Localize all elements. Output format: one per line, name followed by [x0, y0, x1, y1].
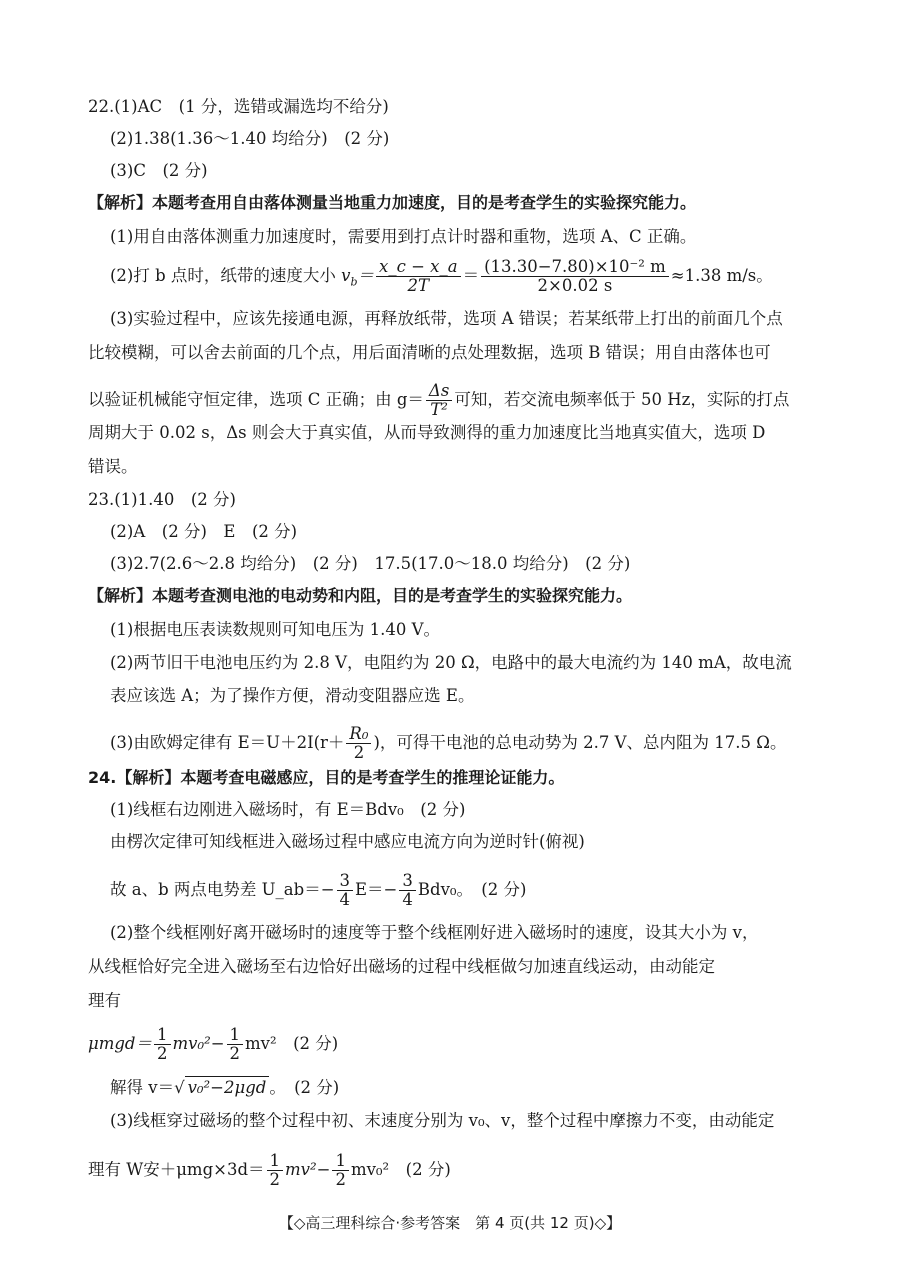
q23-analysis-3: (3)由欧姆定律有 E＝U＋2I(r＋ $\frac{\text{R₀}}{2}$ )，可得干电池的总电动势为 2.7 V、总内阻为 17.5 Ω。 — [110, 724, 787, 762]
q22-analysis-2: (2)打 b 点时，纸带的速度大小 $v_b=$ $\frac{x\_c - x\_a}{2T}$ ＝ $\frac{\text{(13.30−7.80)×10⁻² m}}{2\times 0.02 s}$ ≈1.38 m/s。 — [110, 257, 773, 295]
q22-analysis-3b: 比较模糊，可以舍去前面的几个点，用后面清晰的点处理数据，选项 B 错误；用自由落体也可 — [88, 343, 771, 362]
q23-analysis-heading: 【解析】本题考查测电池的电动势和内阻，目的是考查学生的实验探究能力。 — [88, 586, 633, 605]
q22-analysis-1: (1)用自由落体测重力加速度时，需要用到打点计时器和重物，选项 A、C 正确。 — [110, 227, 697, 246]
q24-analysis-5: μmgd＝ $\frac{1}{2}$ mv₀²− $\frac{1}{2}$ mv² (2 分) — [88, 1025, 339, 1063]
q22-answer-3: (3)C (2 分) — [110, 161, 208, 180]
q24-analysis-4b: 从线框恰好完全进入磁场至右边恰好出磁场的过程中线框做匀加速直线运动，由动能定 — [88, 957, 715, 976]
q24-analysis-7b: 理有 W安＋μmg×3d＝ $\frac{1}{2}$ mv²− $\frac{1}{2}$ mv₀² (2 分) — [88, 1151, 451, 1189]
fraction: $\frac{3}{4}$ — [337, 872, 354, 909]
q24-analysis-7a: (3)线框穿过磁场的整个过程中初、末速度分别为 v₀、v，整个过程中摩擦力不变，由动能定 — [110, 1111, 775, 1130]
q23-answer-3: (3)2.7(2.6～2.8 均给分) (2 分) 17.5(17.0～18.0 均给分) (2 分) — [110, 554, 631, 573]
q24-analysis-4c: 理有 — [88, 991, 121, 1010]
fraction: $\frac{1}{2}$ — [267, 1152, 284, 1189]
q22-analysis-3e: 错误。 — [88, 457, 138, 476]
q22-analysis-3c: 以验证机械能守恒定律，选项 C 正确；由 g＝ $\frac{\Delta s}{\text{T²}}$ 可知，若交流电频率低于 50 Hz，实际的打点 — [88, 381, 790, 419]
q23-analysis-2b: 表应该选 A；为了操作方便，滑动变阻器应选 E。 — [110, 686, 475, 705]
fraction: $\frac{\text{R₀}}{2}$ — [346, 725, 371, 762]
fraction: $\frac{1}{2}$ — [154, 1026, 171, 1063]
q24-analysis-3: 故 a、b 两点电势差 U_ab＝− $\frac{3}{4}$ E＝− $\frac{3}{4}$ Bdv₀。 (2 分) — [110, 871, 527, 909]
q22-analysis-3a: (3)实验过程中，应该先接通电源，再释放纸带，选项 A 错误；若某纸带上打出的前面几个点 — [110, 309, 783, 328]
q23-answer-2: (2)A (2 分) E (2 分) — [110, 522, 298, 541]
fraction: $\frac{\text{(13.30−7.80)×10⁻² m}}{2\times 0.02 s}$ — [481, 258, 669, 295]
q24-analysis-4a: (2)整个线框刚好离开磁场时的速度等于整个线框刚好进入磁场时的速度，设其大小为 v， — [110, 923, 759, 942]
q23-analysis-1: (1)根据电压表读数规则可知电压为 1.40 V。 — [110, 620, 441, 639]
q24-analysis-6: 解得 v＝√ v₀²−2μgd 。 (2 分) — [110, 1078, 340, 1097]
fraction: $\frac{x\_c - x\_a}{2T}$ — [376, 258, 461, 295]
q22-analysis-3d: 周期大于 0.02 s，Δs 则会大于真实值，从而导致测得的重力加速度比当地真实值大，选项 D — [88, 423, 766, 442]
fraction: $\frac{3}{4}$ — [399, 872, 416, 909]
q24-analysis-heading: 24.【解析】本题考查电磁感应，目的是考查学生的推理论证能力。 — [88, 768, 565, 787]
page-footer: 【◇高三理科综合·参考答案 第 4 页(共 12 页)◇】 — [278, 1214, 622, 1232]
q23-analysis-2a: (2)两节旧干电池电压约为 2.8 V，电阻约为 20 Ω，电路中的最大电流约为 140 mA，故电流 — [110, 653, 792, 672]
q24-analysis-1: (1)线框右边刚进入磁场时，有 E＝Bdv₀ (2 分) — [110, 800, 466, 819]
fraction: $\frac{1}{2}$ — [332, 1152, 349, 1189]
q22-answer-2: (2)1.38(1.36～1.40 均给分) (2 分) — [110, 129, 390, 148]
q24-analysis-2: 由楞次定律可知线框进入磁场过程中感应电流方向为逆时针(俯视) — [110, 832, 585, 851]
q23-answer-1: 23.(1)1.40 (2 分) — [88, 490, 236, 509]
q22-answer-1: 22.(1)AC (1 分，选错或漏选均不给分) — [88, 97, 389, 116]
fraction: $\frac{\Delta s}{\text{T²}}$ — [426, 382, 452, 419]
q22-analysis-heading: 【解析】本题考查用自由落体测量当地重力加速度，目的是考查学生的实验探究能力。 — [88, 193, 697, 212]
fraction: $\frac{1}{2}$ — [227, 1026, 244, 1063]
